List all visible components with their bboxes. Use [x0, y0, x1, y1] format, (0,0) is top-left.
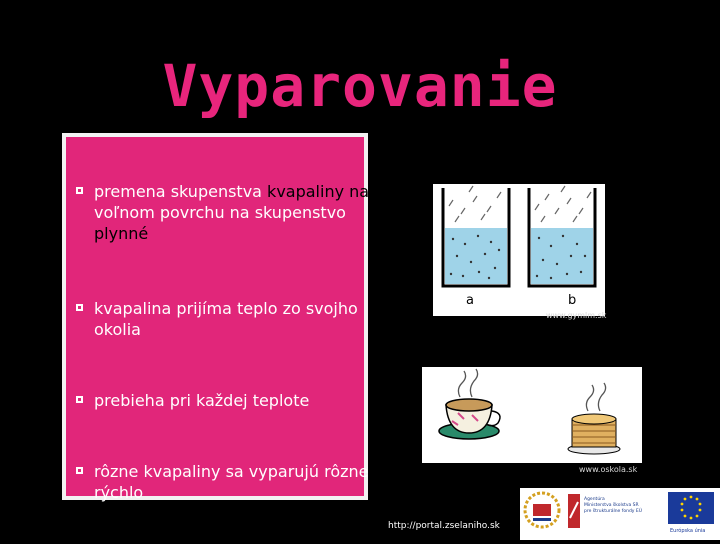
footer-url: http://portal.zselaniho.sk [388, 521, 500, 531]
slide-title: Vyparovanie [162, 52, 558, 120]
bullet-item-2: kvapalina prijíma teplo zo svojho okolia [74, 298, 370, 340]
figure1-credit: www.gymlm.sk [546, 311, 607, 320]
agency-logo-text: Agentúra [584, 497, 605, 502]
svg-text:Ministerstva školstva SR: Ministerstva školstva SR [584, 503, 639, 508]
cup-and-pancakes-illustration [422, 367, 642, 463]
beakers-illustration [433, 184, 605, 316]
beaker-label-b: b [568, 293, 577, 308]
steaming-cup-figure [422, 367, 642, 463]
bullet-list [74, 181, 370, 503]
bullet-item-4: rôzne kvapaliny sa vyparujú rôzne rýchlo [74, 461, 370, 503]
content-box [62, 133, 368, 500]
bullet-item-1: premena skupenstva kvapaliny na voľnom povrchu na skupenstvo plynné [74, 181, 370, 244]
bullet-square-icon [76, 304, 83, 311]
sponsor-logos [520, 488, 720, 540]
logos-illustration [520, 488, 720, 540]
bullet-square-icon [76, 467, 83, 474]
eu-logo-text: Európska únia [670, 528, 706, 534]
bullet-item-3: prebieha pri každej teplote [74, 390, 370, 411]
beaker-label-a: a [466, 293, 474, 308]
svg-text:pre štrukturálne fondy EÚ: pre štrukturálne fondy EÚ [584, 509, 643, 514]
evaporation-beakers-figure [433, 184, 605, 316]
figure2-credit: www.oskola.sk [579, 465, 638, 474]
bullet-square-icon [76, 396, 83, 403]
bullet-square-icon [76, 187, 83, 194]
